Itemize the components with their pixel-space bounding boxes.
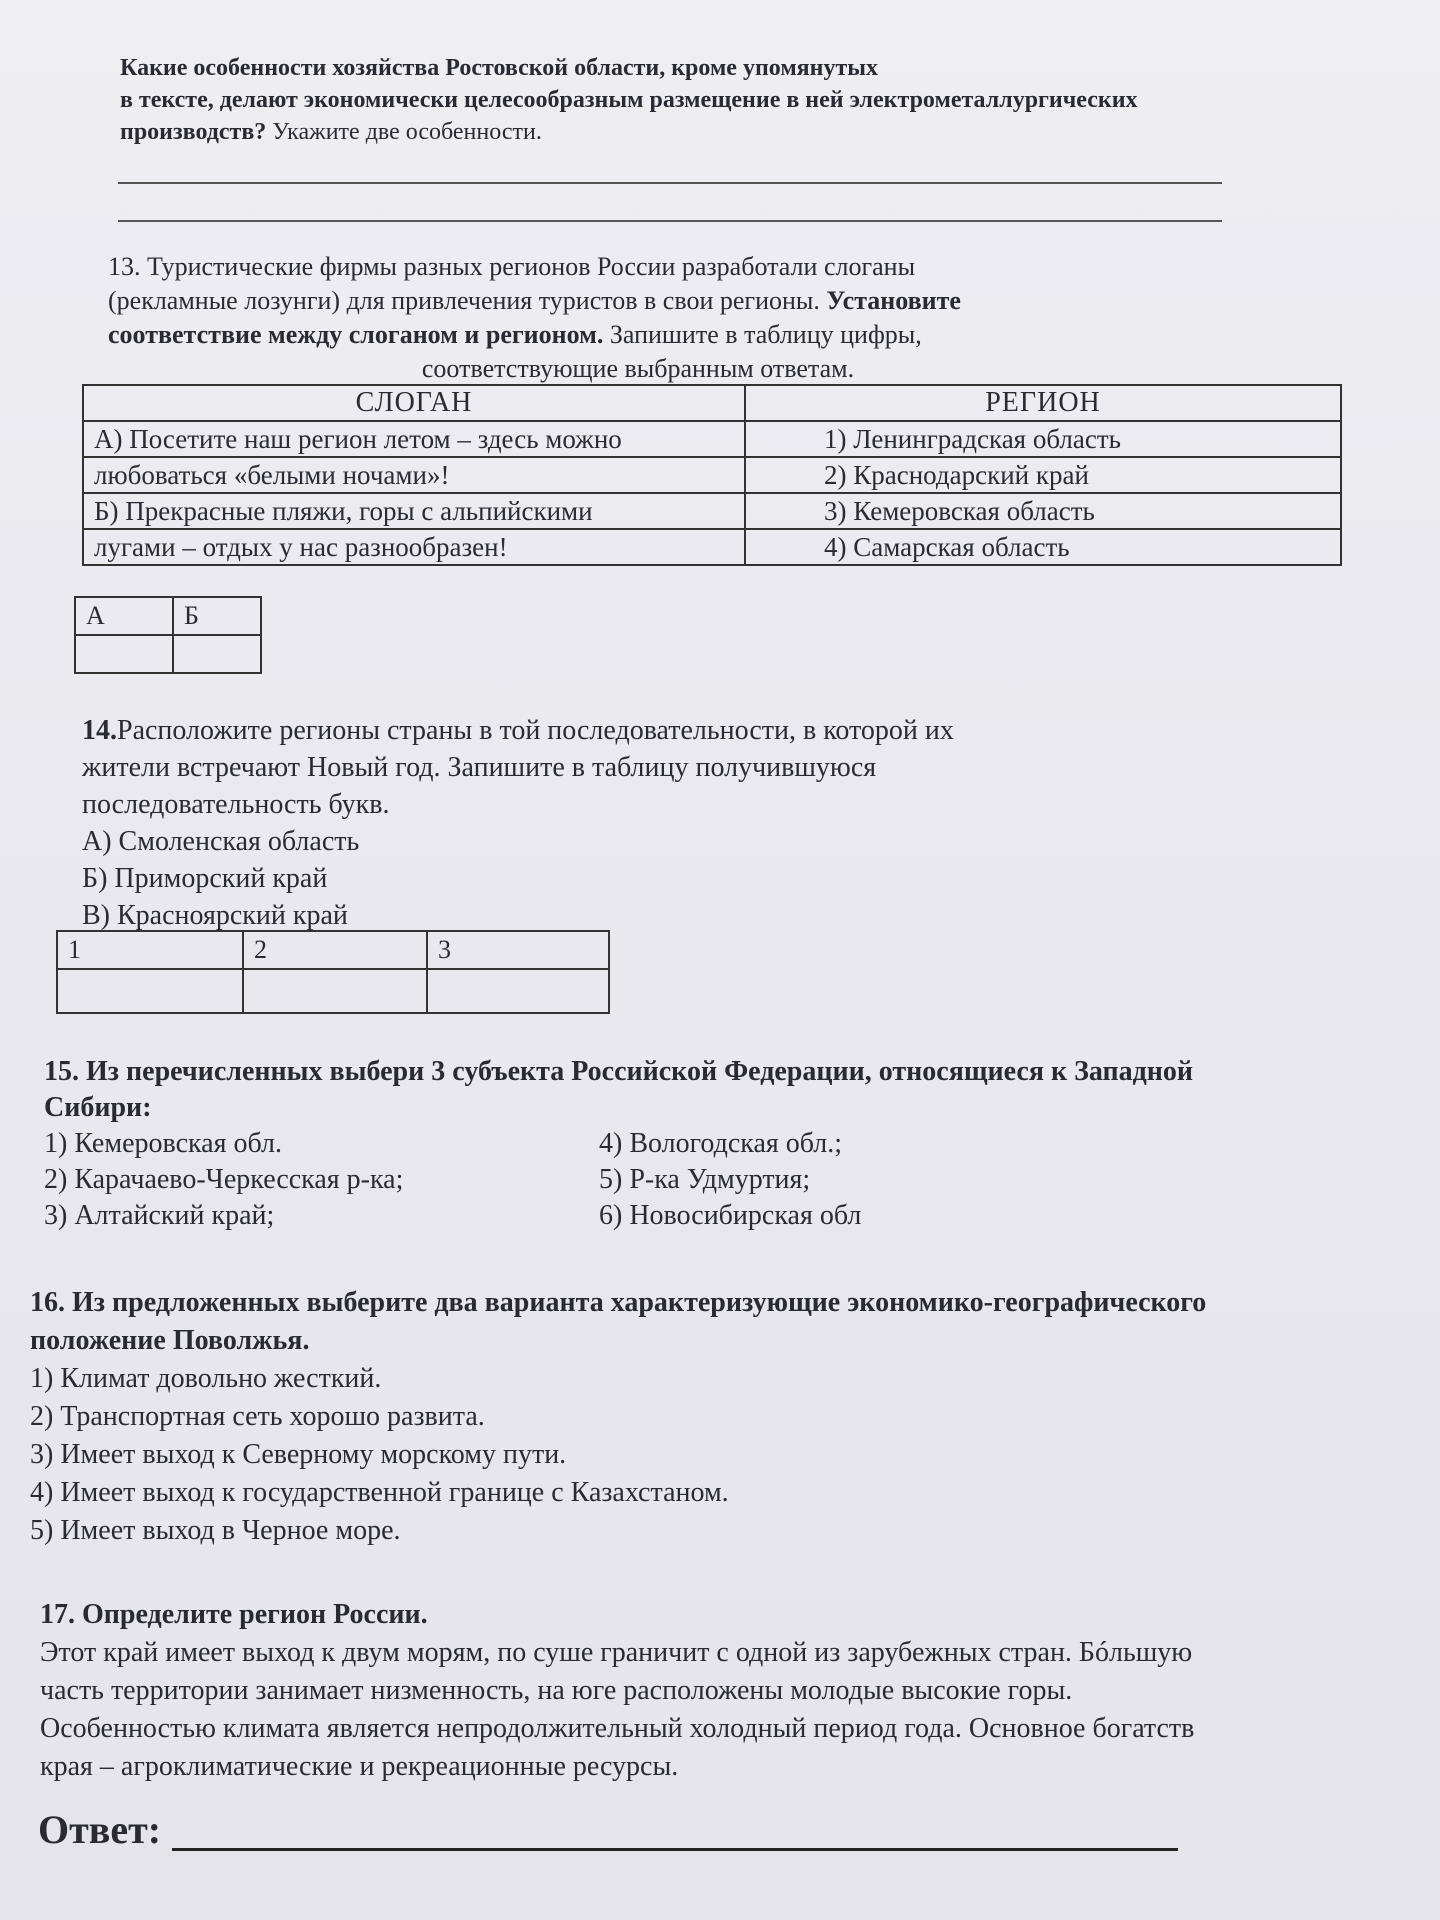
answer-header-3: 3 [427,931,609,969]
q14-option-a: А) Смоленская область [82,826,360,857]
header-slogan: СЛОГАН [83,385,745,421]
q17-text-line4: края – агроклиматические и рекреационные ресурсы. [40,1751,679,1782]
table-row [83,457,1341,493]
question-13 [108,250,1168,386]
q15-option-6: 6) Новосибирская обл [599,1200,862,1231]
q12-line1: Какие особенности хозяйства Ростовской области, кроме упомянутых [120,55,879,81]
table-row [83,421,1341,457]
q14-line2: жители встречают Новый год. Запишите в таблицу получившуюся [82,752,877,783]
q17-title: 17. Определите регион России. [40,1599,428,1630]
slogan-cell: любоваться «белыми ночами»! [83,457,745,493]
region-cell: 4) Самарская область [745,529,1341,565]
q13-line3: соответствие между слоганом и регионом. Запишите в таблицу цифры, [108,320,922,349]
question-16 [30,1284,1430,1550]
q13-line1: 13. Туристические фирмы разных регионов России разработали слоганы [108,252,916,281]
q16-option-2: 2) Транспортная сеть хорошо развита. [30,1401,485,1432]
q15-option-3: 3) Алтайский край; [44,1200,275,1231]
table-row [83,529,1341,565]
answer-header-b: Б [173,597,261,635]
q14-line3: последовательность букв. [82,789,390,820]
answer-label: Ответ: [38,1807,162,1852]
q14-option-c: В) Красноярский край [82,900,348,931]
q12-line2: в тексте, делают экономически целесообразным размещение в ней электрометаллургических [120,87,1138,113]
header-region: РЕГИОН [745,385,1341,421]
region-cell: 2) Краснодарский край [745,457,1341,493]
q12-line3: производств? Укажите две особенности. [120,119,542,145]
q15-title-line2: Сибири: [44,1092,152,1123]
q16-option-4: 4) Имеет выход к государственной границе с Казахстаном. [30,1477,729,1508]
q16-title-line1: 16. Из предложенных выберите два варианта характеризующие экономико-географического [30,1287,1207,1318]
question-17 [40,1596,1440,1786]
q17-text-line2: часть территории занимает низменность, на юге расположены молодые высокие горы. [40,1675,1073,1706]
question-14 [82,712,1182,934]
answer-cell-a[interactable] [75,635,173,673]
region-cell: 1) Ленинградская область [745,421,1341,457]
q12-answer-line-2[interactable] [118,220,1222,222]
q15-left-column [44,1126,599,1234]
q17-text-line3: Особенностью климата является непродолжительный холодный период года. Основное богатств [40,1713,1195,1744]
q15-option-1: 1) Кемеровская обл. [44,1128,282,1159]
question-15 [44,1054,1424,1234]
question-12 [120,52,1400,148]
answer-header-2: 2 [243,931,427,969]
slogan-cell: лугами – отдых у нас разнообразен! [83,529,745,565]
answer-header-a: А [75,597,173,635]
q14-answer-table [56,930,610,1014]
q15-options [44,1126,1424,1234]
table-row [83,493,1341,529]
q12-answer-line-1[interactable] [118,182,1222,184]
q14-line1: 14.Расположите регионы страны в той последовательности, в которой их [82,715,954,746]
q16-title-line2: положение Поволжья. [30,1325,310,1356]
q15-option-4: 4) Вологодская обл.; [599,1128,843,1159]
q16-option-5: 5) Имеет выход в Черное море. [30,1515,401,1546]
answer-cell-1[interactable] [57,969,243,1013]
q15-option-2: 2) Карачаево-Черкесская р-ка; [44,1164,404,1195]
answer-cell-3[interactable] [427,969,609,1013]
slogan-region-table [82,384,1342,566]
slogan-cell: Б) Прекрасные пляжи, горы с альпийскими [83,493,745,529]
answer-line[interactable] [172,1848,1178,1851]
answer-header-1: 1 [57,931,243,969]
answer-cell-2[interactable] [243,969,427,1013]
q15-option-5: 5) Р-ка Удмуртия; [599,1164,811,1195]
q13-answer-table [74,596,262,674]
q17-text-line1: Этот край имеет выход к двум морям, по суше граничит с одной из зарубежных стран. Бóльшую [40,1637,1193,1668]
region-cell: 3) Кемеровская область [745,493,1341,529]
q13-line4: соответствующие выбранным ответам. [421,354,855,383]
q13-line2: (рекламные лозунги) для привлечения туристов в свои регионы. Установите [108,286,961,315]
q16-option-1: 1) Климат довольно жесткий. [30,1363,382,1394]
q14-option-b: Б) Приморский край [82,863,328,894]
q16-option-3: 3) Имеет выход к Северному морскому пути. [30,1439,567,1470]
q15-title-line1: 15. Из перечисленных выбери 3 субъекта Российской Федерации, относящиеся к Западной [44,1056,1194,1087]
q15-right-column [599,1126,861,1234]
answer-cell-b[interactable] [173,635,261,673]
slogan-cell: А) Посетите наш регион летом – здесь можно [83,421,745,457]
